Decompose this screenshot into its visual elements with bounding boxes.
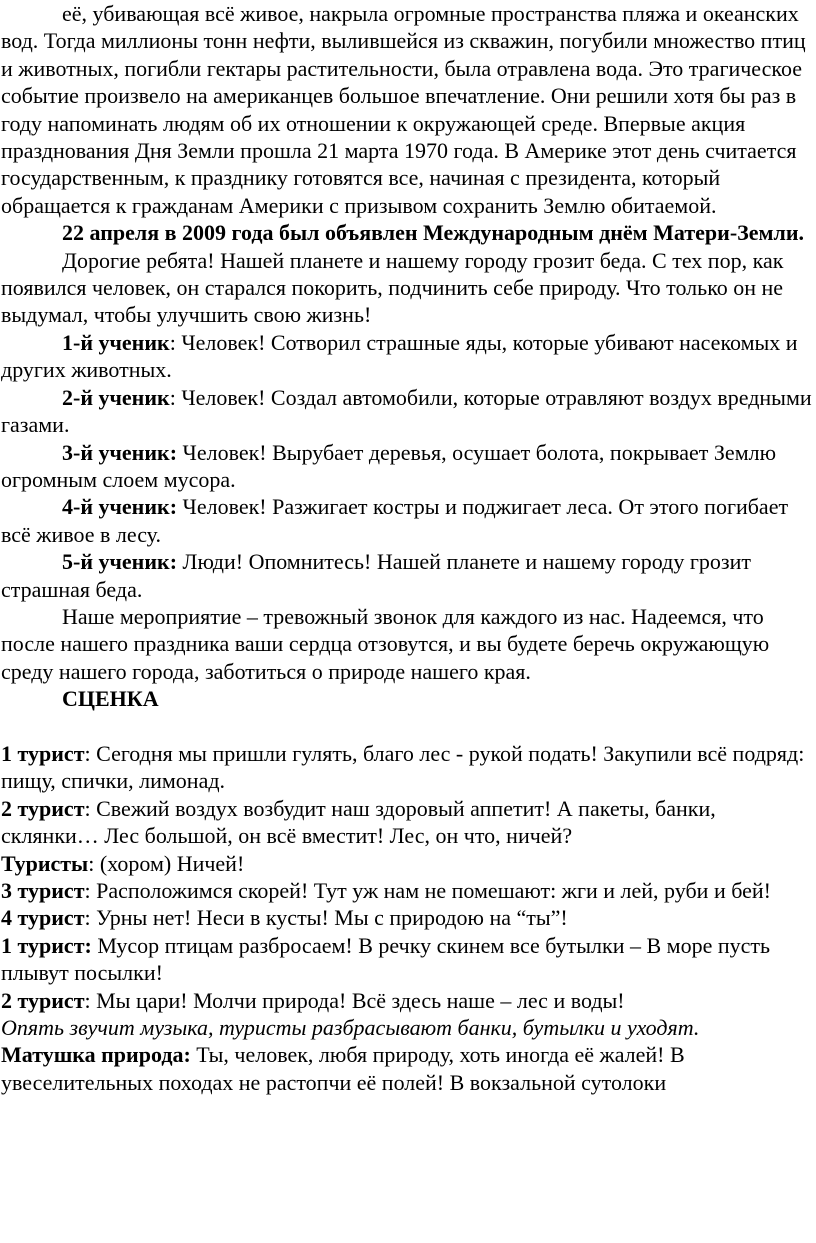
nature-line: [1, 1041, 814, 1096]
scene-line: 4 турист: Урны нет! Неси в кусты! Мы с природою на “ты”!: [1, 905, 568, 931]
address-paragraph: Дорогие ребята! Нашей планете и нашему городу грозит беда. С тех пор, как появился человек, он старался покорить, подчинить себе природу. Что только он не выдумал, чтобы улучшить свою жизнь!: [1, 247, 784, 328]
speaker-text: Ты, человек, любя природу, хоть иногда её жалей! В увеселительных походах не растопчи её полей! В вокзальной сутолоки: [1, 1042, 685, 1095]
stage-direction: Опять звучит музыка, туристы разбрасывают банки, бутылки и уходят.: [1, 1015, 700, 1041]
speaker-label: 2 турист: [1, 987, 85, 1013]
speaker-label: 3 турист: [1, 877, 85, 903]
speaker-text: Мы цари! Молчи природа! Всё здесь наше – лес и воды!: [96, 987, 625, 1013]
speaker-text: (хором) Ничей!: [99, 850, 245, 876]
speaker-text: Расположимся скорей! Тут уж нам не помешают: жги и лей, руби и бей!: [96, 877, 771, 903]
speaker-text: Урны нет! Неси в кусты! Мы с природою на “ты”!: [96, 905, 568, 931]
student-label: 4-й ученик:: [62, 494, 178, 520]
student-line: 1-й ученик: Человек! Сотворил страшные яды, которые убивают насекомых и других животных.: [1, 329, 798, 383]
student-text: Люди! Опомнитесь! Нашей планете и нашему городу грозит страшная беда.: [1, 549, 751, 602]
student-label: 5-й ученик:: [62, 549, 178, 575]
scene-line: [1, 932, 814, 987]
speaker-text: Мусор птицам разбросаем! В речку скинем все бутылки – В море пусть плывут посылки!: [1, 932, 771, 986]
student-text: Человек! Создал автомобили, которые отравляют воздух вредными газами.: [1, 384, 812, 438]
student-line: [1, 548, 814, 603]
speaker-label: 4 турист: [1, 905, 85, 931]
student-text: Человек! Сотворил страшные яды, которые убивают насекомых и других животных.: [1, 329, 798, 383]
speaker-text: Сегодня мы пришли гулять, благо лес - рукой подать! Закупили всё подряд: пищу, спички, лимонад.: [1, 740, 805, 794]
student-text: Человек! Разжигает костры и поджигает леса. От этого погибает всё живое в лесу.: [1, 494, 789, 547]
scene-line: 1 турист: Сегодня мы пришли гулять, благо лес - рукой подать! Закупили всё подряд: пищу, спички, лимонад.: [1, 740, 805, 794]
student-label: 1-й ученик: [62, 329, 170, 355]
scene-line: Туристы: (хором) Ничей!: [1, 850, 245, 876]
student-line: [1, 439, 814, 494]
intro-paragraph: её, убивающая всё живое, накрыла огромные пространства пляжа и океанских вод. Тогда миллионы тонн нефти, вылившейся из скважин, погубили множество птиц и животных, погибли гектары растительности, была отравлена вода. Это трагическое событие произвело на американцев большое впечатление. Они решили хотя бы раз в году напоминать людям об их отношении к окружающей среде. Впервые акция празднования Дня Земли прошла 21 марта 1970 года. В Америке этот день считается государственным, к празднику готовятся все, начиная с президента, который обращается к гражданам Америки с призывом сохранить Землю обитаемой.: [1, 1, 806, 218]
scene-line: 2 турист: Мы цари! Молчи природа! Всё здесь наше – лес и воды!: [1, 987, 625, 1013]
student-label: 2-й ученик: [62, 384, 170, 410]
speaker-text: Свежий воздух возбудит наш здоровый аппетит! А пакеты, банки, склянки… Лес большой, он всё вместит! Лес, он что, ничей?: [1, 795, 716, 849]
student-label: 3-й ученик:: [62, 439, 178, 465]
speaker-label: Матушка природа:: [1, 1042, 191, 1068]
speaker-label: 1 турист: [1, 740, 85, 766]
speaker-label: Туристы: [1, 850, 89, 876]
spacer: [1, 713, 814, 740]
scene-title: СЦЕНКА: [62, 686, 159, 712]
closing-paragraph: Наше мероприятие – тревожный звонок для каждого из нас. Надеемся, что после нашего праздника ваши сердца отзовутся, и вы будете беречь окружающую среду нашего города, заботиться о природе нашего края.: [1, 603, 770, 684]
speaker-label: 2 турист: [1, 795, 85, 821]
declaration-text: 22 апреля в 2009 года был объявлен Международным днём Матери-Земли.: [62, 220, 805, 246]
speaker-label: 1 турист:: [1, 932, 92, 958]
declaration-paragraph: [1, 219, 814, 246]
student-line: 2-й ученик: Человек! Создал автомобили, которые отравляют воздух вредными газами.: [1, 384, 812, 438]
student-text: Человек! Вырубает деревья, осушает болота, покрывает Землю огромным слоем мусора.: [1, 439, 777, 492]
scene-line: 2 турист: Свежий воздух возбудит наш здоровый аппетит! А пакеты, банки, склянки… Лес большой, он всё вместит! Лес, он что, ничей?: [1, 795, 716, 849]
scene-line: 3 турист: Расположимся скорей! Тут уж нам не помешают: жги и лей, руби и бей!: [1, 877, 771, 903]
student-line: [1, 493, 814, 548]
